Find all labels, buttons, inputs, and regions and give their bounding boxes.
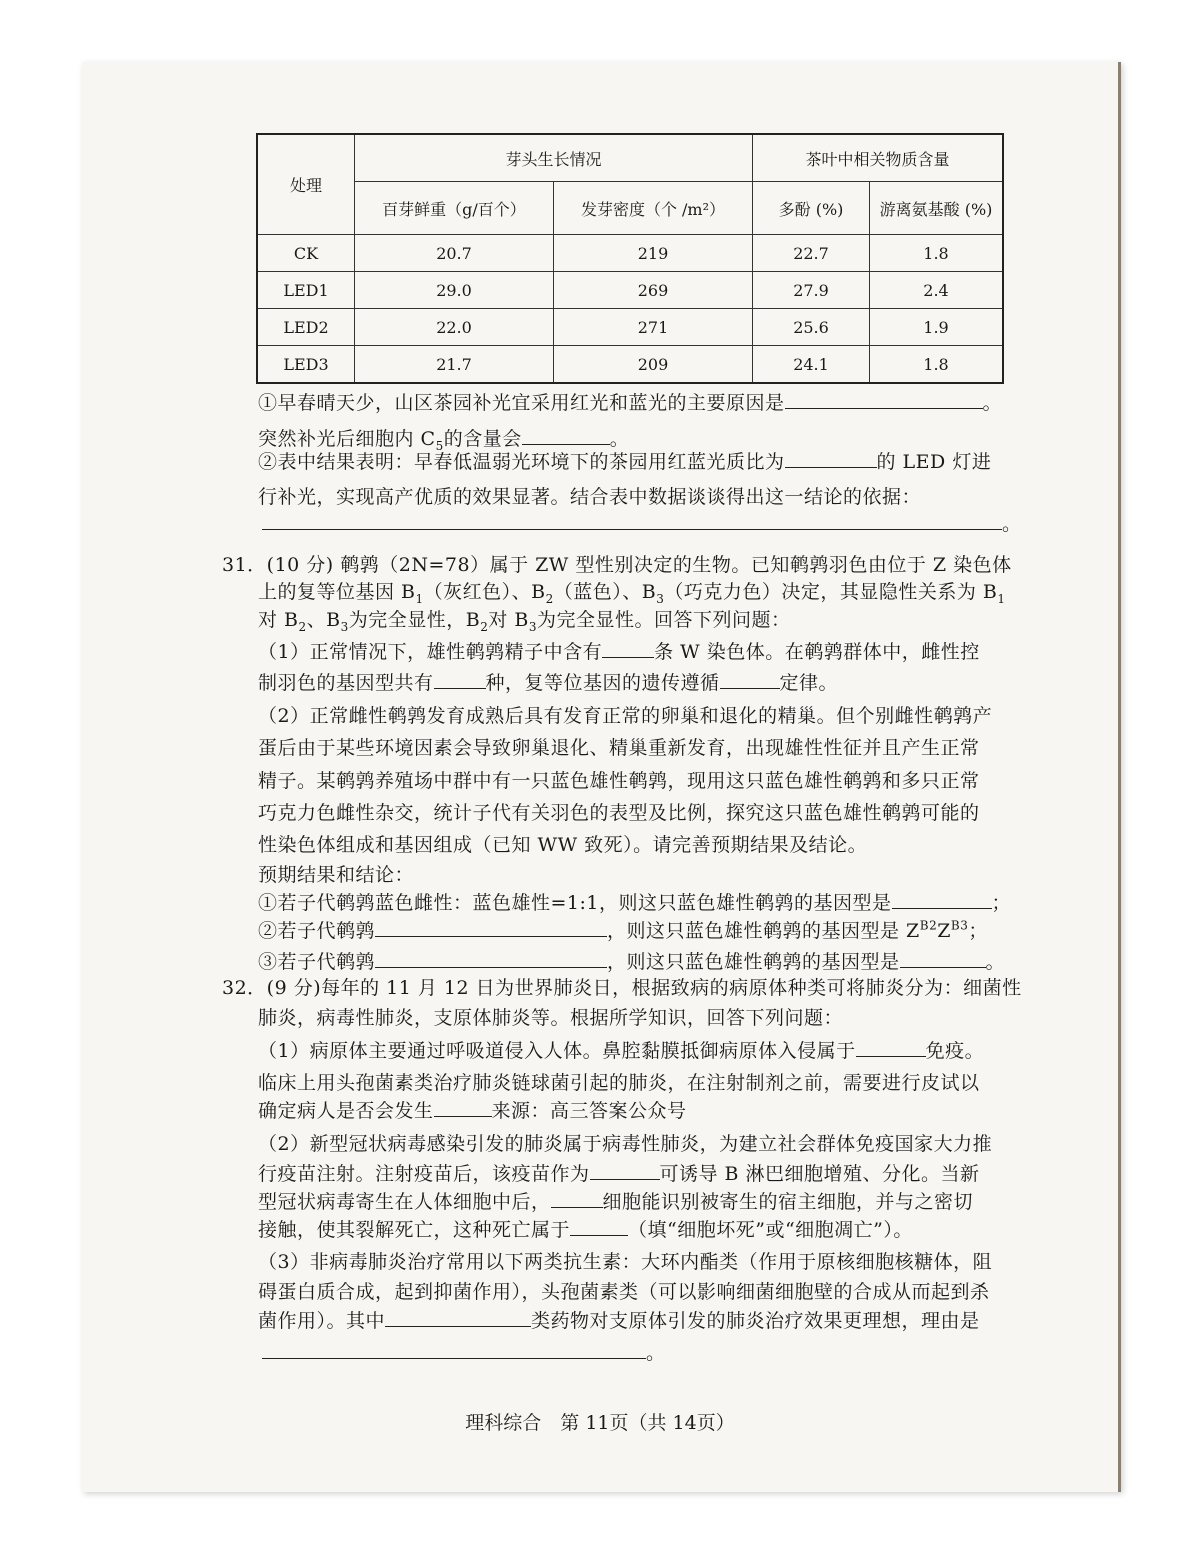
- table-cell: 1.8: [870, 235, 1004, 272]
- table-cell: 1.8: [870, 346, 1004, 384]
- table-cell: 22.0: [355, 309, 554, 346]
- q32-part1-line-2: 临床上用头孢菌素类治疗肺炎链球菌引起的肺炎，在注射制剂之前，需要进行皮试以: [258, 1072, 980, 1094]
- q31-part1-line-1: （1）正常情况下，雄性鹌鹑精子中含有 条 W 染色体。在鹌鹑群体中，雌性控: [258, 641, 980, 663]
- q31-result-1: ①若子代鹌鹑蓝色雌性：蓝色雄性=1:1，则这只蓝色雄性鹌鹑的基因型是 ；: [258, 892, 1012, 914]
- header-fresh-weight: 百芽鲜重（g/百个）: [355, 182, 554, 235]
- table-cell: 209: [554, 346, 753, 384]
- q32-part2-line-3: 型冠状病毒寄生在人体细胞中后， 细胞能识别被寄生的宿主细胞，并与之密切: [258, 1191, 974, 1213]
- q31-result-2: ②若子代鹌鹑 ，则这只蓝色雄性鹌鹑的基因型是 $Z^{B2}Z^{B3}$；: [258, 918, 988, 942]
- table-cell: 21.7: [355, 346, 554, 384]
- table-row: [257, 272, 1003, 309]
- table-row: [257, 346, 1003, 384]
- table-cell: 22.7: [753, 235, 870, 272]
- q31-line-2: 上的复等位基因 $B_1$（灰红色）、$B_2$（蓝色）、$B_3$（巧克力色）决定，其显隐性关系为 $B_1$: [258, 581, 1006, 606]
- q31-result-3: ③若子代鹌鹑 ，则这只蓝色雄性鹌鹑的基因型是 。: [258, 951, 1006, 973]
- page-footer: 理科综合 第 11页（共 14页）: [465, 1412, 735, 1434]
- answer-blank[interactable]: [375, 949, 607, 968]
- answer-blank[interactable]: [720, 670, 780, 689]
- q32-part3-line-4: 。: [262, 1338, 666, 1365]
- q32-part2-line-4: 接触，使其裂解死亡，这种死亡属于 （填“细胞坏死”或“细胞凋亡”）。: [258, 1219, 913, 1241]
- q31-part1-line-2: 制羽色的基因型共有 种，复等位基因的遗传遵循 定律。: [258, 672, 839, 694]
- table-row: [257, 235, 1003, 272]
- q32-part2-line-1: （2）新型冠状病毒感染引发的肺炎属于病毒性肺炎，为建立社会群体免疫国家大力推: [258, 1133, 993, 1155]
- q31-part2-line-4: 巧克力色雌性杂交，统计子代有关羽色的表型及比例，探究这只蓝色雄性鹌鹑可能的: [258, 802, 980, 824]
- answer-blank[interactable]: [385, 1308, 531, 1327]
- q31-part2-line-2: 蛋后由于某些环境因素会导致卵巢退化、精巢重新发育，出现雄性性征并且产生正常: [258, 737, 980, 759]
- answer-blank[interactable]: [434, 670, 486, 689]
- table-cell: 20.7: [355, 235, 554, 272]
- answer-blank[interactable]: [892, 890, 992, 909]
- table-cell: 29.0: [355, 272, 554, 309]
- header-amino-acid: 游离氨基酸 (%): [870, 182, 1004, 235]
- q32-line-2: 肺炎，病毒性肺炎，支原体肺炎等。根据所学知识，回答下列问题：: [258, 1007, 844, 1029]
- q30-line-3: ②表中结果表明：早春低温弱光环境下的茶园用红蓝光质比为 的 LED 灯进: [258, 451, 992, 473]
- table-cell: 24.1: [753, 346, 870, 384]
- answer-blank[interactable]: [375, 918, 607, 937]
- header-bud-growth: 芽头生长情况: [355, 134, 753, 182]
- answer-blank[interactable]: [434, 1098, 492, 1117]
- answer-blank[interactable]: [900, 949, 986, 968]
- q32-part3-line-3: 菌作用）。其中 类药物对支原体引发的肺炎治疗效果更理想，理由是: [258, 1310, 980, 1332]
- q31-line-1: 31．(10 分) 鹌鹑（2N=78）属于 ZW 型性别决定的生物。已知鹌鹑羽色由位于 Z 染色体: [222, 554, 1012, 576]
- q32-part1-line-3: 确定病人是否会发生 来源：高三答案公众号: [258, 1100, 687, 1122]
- table-cell: 2.4: [870, 272, 1004, 309]
- answer-blank[interactable]: [856, 1038, 926, 1057]
- q30-line-1: ①早春晴天少，山区茶园补光宜采用红光和蓝光的主要原因是 。: [258, 392, 1003, 414]
- led-treatment-table: [256, 133, 1004, 384]
- q30-line-4: 行补光，实现高产优质的效果显著。结合表中数据谈谈得出这一结论的依据：: [258, 486, 922, 508]
- answer-blank[interactable]: [785, 390, 983, 409]
- answer-blank[interactable]: [590, 1161, 660, 1180]
- table-cell: 271: [554, 309, 753, 346]
- q31-part2-line-5: 性染色体组成和基因组成（已知 WW 致死）。请完善预期结果及结论。: [258, 834, 868, 856]
- answer-blank[interactable]: [522, 426, 610, 445]
- q32-part1-line-1: （1）病原体主要通过呼吸道侵入人体。鼻腔黏膜抵御病原体入侵属于 免疫。: [258, 1040, 985, 1062]
- q32-line-1: 32．(9 分)每年的 11 月 12 日为世界肺炎日，根据致病的病原体种类可将肺炎分为：细菌性: [222, 977, 1022, 999]
- table-cell: 219: [554, 235, 753, 272]
- answer-blank[interactable]: [262, 511, 1002, 530]
- q30-line-5: 。: [262, 509, 1022, 536]
- table-cell: 25.6: [753, 309, 870, 346]
- q31-part2-line-6: 预期结果和结论：: [258, 864, 415, 886]
- table-row: [257, 309, 1003, 346]
- q31-part2-line-1: （2）正常雌性鹌鹑发育成熟后具有发育正常的卵巢和退化的精巢。但个别雌性鹌鹑产: [258, 705, 993, 727]
- q32-part3-line-1: （3）非病毒肺炎治疗常用以下两类抗生素：大环内酯类（作用于原核细胞核糖体，阻: [258, 1251, 993, 1273]
- table-cell: 1.9: [870, 309, 1004, 346]
- row-label: CK: [257, 235, 355, 272]
- source-watermark: 来源：高三答案公众号: [491, 1100, 687, 1122]
- answer-blank[interactable]: [570, 1217, 628, 1236]
- q31-line-3: 对 $B_2$、$B_3$为完全显性，$B_2$对 $B_3$为完全显性。回答下列问题：: [258, 609, 791, 634]
- header-polyphenol: 多酚 (%): [753, 182, 870, 235]
- q30-line-2: 突然补光后细胞内 $C_5$的含量会 。: [258, 428, 630, 453]
- header-bud-density: 发芽密度（个 /m²）: [554, 182, 753, 235]
- q32-part3-line-2: 碍蛋白质合成，起到抑菌作用），头孢菌素类（可以影响细菌细胞壁的合成从而起到杀: [258, 1281, 990, 1303]
- answer-blank[interactable]: [551, 1189, 603, 1208]
- q31-part2-line-3: 精子。某鹌鹑养殖场中群中有一只蓝色雄性鹌鹑，现用这只蓝色雄性鹌鹑和多只正常: [258, 770, 980, 792]
- header-treatment: 处理: [257, 134, 355, 235]
- answer-blank[interactable]: [785, 449, 877, 468]
- table-cell: 269: [554, 272, 753, 309]
- answer-blank[interactable]: [262, 1340, 646, 1359]
- table-cell: 27.9: [753, 272, 870, 309]
- q32-part2-line-2: 行疫苗注射。注射疫苗后，该疫苗作为 可诱导 B 淋巴细胞增殖、分化。当新: [258, 1163, 980, 1185]
- row-label: LED3: [257, 346, 355, 384]
- answer-blank[interactable]: [602, 639, 654, 658]
- header-tea-content: 茶叶中相关物质含量: [753, 134, 1004, 182]
- row-label: LED2: [257, 309, 355, 346]
- row-label: LED1: [257, 272, 355, 309]
